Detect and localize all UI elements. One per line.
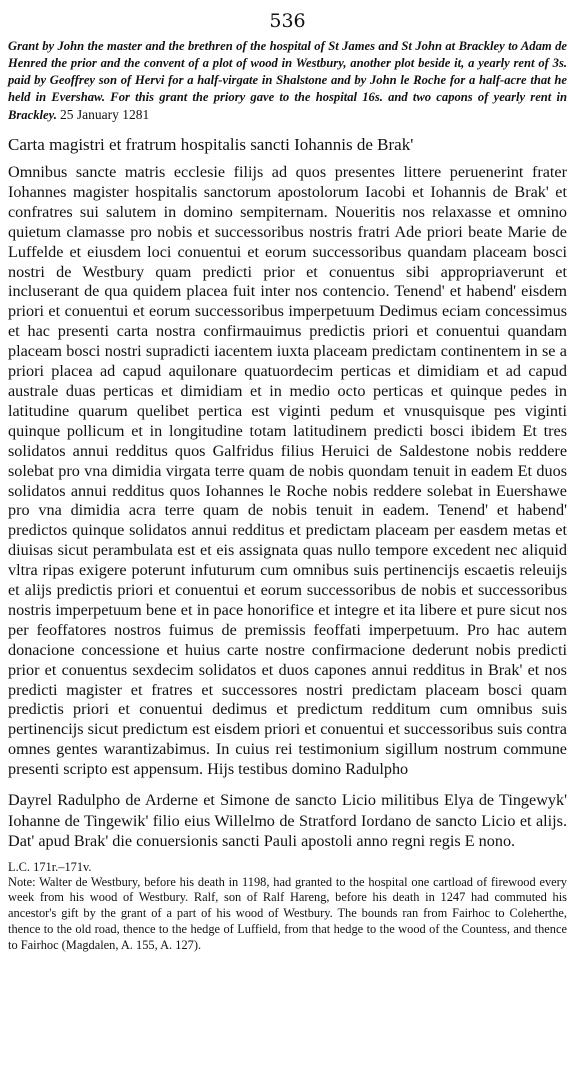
summary-text: Grant by John the master and the brethren of the hospital of St James and St John at Brackley to Adam de Henred the prior and the convent of a plot of wood in Westbury, another plot beside it, a yearly rent of 3s. paid by Geoffrey son of Hervi for a half-virgate in Shalstone and by John le Roche for a half-acre that he held in Evershaw. For this grant the priory gave to the hospital 16s. and two capons of yearly rent in Brackley. <box>8 39 567 122</box>
page-number: 536 <box>269 10 306 32</box>
charter-body-text: Omnibus sancte matris ecclesie filijs ad quos presentes littere peruenerint frater Iohannes magister hospitalis sanctorum apostolorum Iacobi et Iohannis de Brak' et confratres sui salutem in domino sempiternam. Noueritis nos relaxasse et omnino quietum clamasse pro nobis et successoribus nostris fratri Ade priori beate Marie de Luffelde et eiusdem loci conuentui et eorum successoribus quandam placeam bosci nostri de Westbury quam predicti prior et conuentus sibi appropriaverunt et incluserant de qua quidem placea fuit inter nos contencio. Tenend' et habend' eisdem priori et conuentui et eorum successoribus imperpetuum Dedimus eciam concessimus et hac presenti carta nostra confirmauimus predictis priori et conuentui quandam placeam bosci nostri supradicti iacentem iuxta placeam predictam continentem in se a priori placea ad capud aquilonare quatuordecim perticas et dimidiam et ad capud australe duas perticas et dimidiam et in medio octo perticas et quinque pedes in latitudine quarum quelibet pertica est viginti pedum et vnusquisque pes viginti quinque pollicum et in longitudine totam latitudinem predicti bosci ibidem Et tres solidatos annui redditus quos Galfridus filius Heruici de Saldestone nobis reddere solebat pro vna dimidia virgata terre quam de nobis quondam tenuit in eadem Et duos solidatos annui redditus quos Iohannes le Roche nobis reddere solebat in Euershawe pro vna dimidia acra terre quam de nobis tenuit in eadem. Tenend' et habend' predictos quinque solidatos annui redditus et predictam placeam per easdem metas et diuisas sicut perambulata est et eis assignata quas nullo tempore excedent nec aliquid vltra ripas exigere poterunt infuturum cum omnibus suis pertinencijs escaetis releuijs et alijs predictis priori et conuentui et eorum successoribus de nobis et successoribus nostris imperpetuum bene et in pace honorifice et integre et ita libere et pure sicut nos per feoffatores nostros fuimus de premissis feoffati imperpetuum. Pro hac autem donacione concessione et huius carte nostre confirmacione dederunt nobis predicti prior et conuentus sexdecim solidatos et duos capones annui redditus in Brak' et nos predicti magister et fratres et successores nostri predictam placeam bosci quam predictis priori et conuentui dedimus et predictum redditum cum omnibus suis pertinencijs sicut predictum est eisdem priori et conuentui et successoribus suis contra omnes gentes warantizabimus. In cuius rei testimonium sigillum nostrum commune presenti scripto est appensum. Hijs testibus domino Radulpho <box>8 163 567 779</box>
witness-list: Dayrel Radulpho de Arderne et Simone de sancto Licio militibus Elya de Tingewyk' Iohanne de Tingewik' filio eius Willelmo de Stratford Iordano de sancto Licio et alijs. Dat' apud Brak' die conuersionis sancti Pauli apostoli anno regni regis E nono. <box>8 791 567 851</box>
editorial-note: Note: Walter de Westbury, before his death in 1198, had granted to the hospital one cartload of firewood every week from his wood of Westbury. Ralf, son of Ralf Hareng, before his death in 1247 had commuted his ancestor's gift by the grant of a part of his wood of Westbury. The bounds ran from Fairhoc to Coleherthe, thence to the old road, thence to the hedge of Luffield, from that hedge to the wood of the Countess, and thence to Fairhoc (Magdalen, A. 155, A. 127). <box>8 874 567 952</box>
charter-summary <box>8 38 567 124</box>
manuscript-reference: L.C. 171r.–171v. <box>8 859 92 874</box>
charter-heading: Carta magistri et fratrum hospitalis sancti Iohannis de Brak' <box>8 135 414 154</box>
charter-date: 25 January 1281 <box>60 107 150 122</box>
